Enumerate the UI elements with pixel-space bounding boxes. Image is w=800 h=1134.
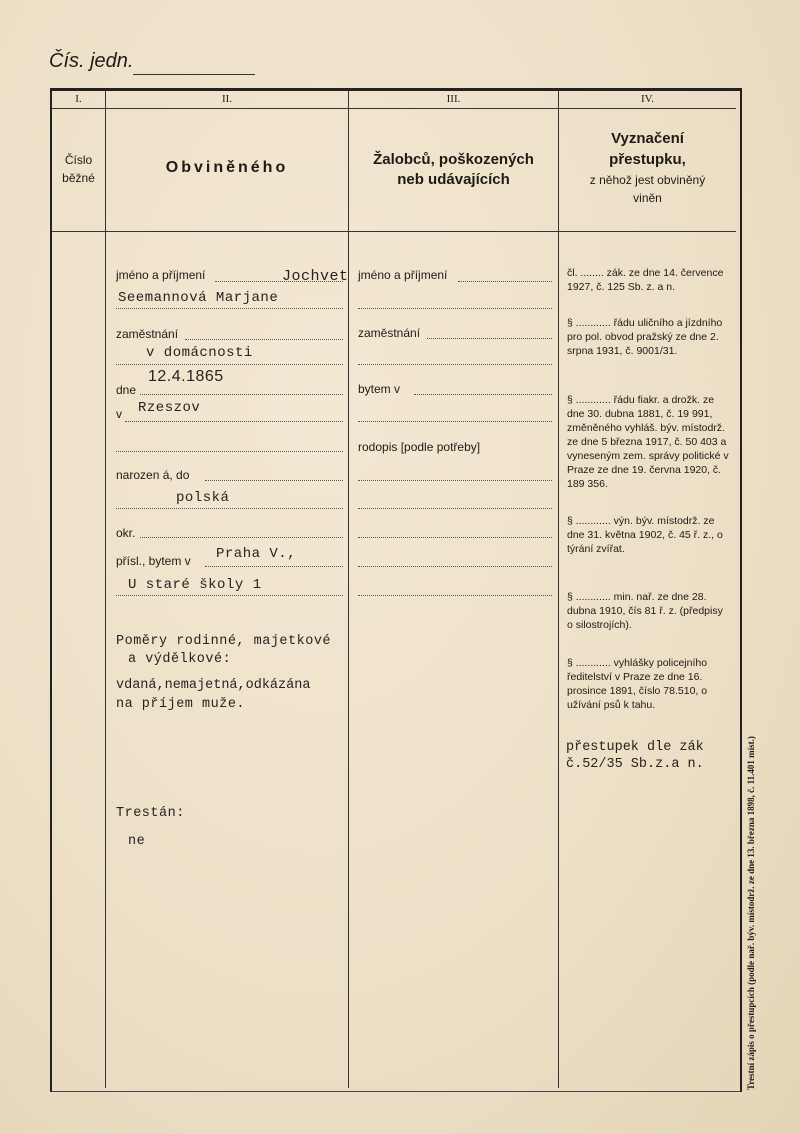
law-entry-2: § ............ řádu uličního a jízdního pro pol. obvod pražský ze dne 2. srpna 1931, č. 9001/31. xyxy=(567,317,723,357)
roman-row-line xyxy=(52,108,736,109)
roman-1: I. xyxy=(75,93,82,105)
side-note: Trestní zápis o přestupcích (podle nař. býv. místodrž. ze dne 13. března 1898, č. 11.401 míst.) xyxy=(746,736,756,1090)
header-row-line xyxy=(52,231,736,232)
accused-nationality: polská xyxy=(176,490,230,506)
dotted-line xyxy=(358,308,552,309)
accused-name-value1: Jochvet xyxy=(282,268,349,285)
dotted-line xyxy=(140,394,343,395)
accused-conditions-label2: a výdělkové: xyxy=(128,652,232,667)
dotted-line xyxy=(358,537,552,538)
law-entry-1: čl. ........ zák. ze dne 14. července 1927, č. 125 Sb. z. a n. xyxy=(567,267,724,293)
law-entry-5: § ............ min. nař. ze dne 28. dubna 1910, čís 81 ř. z. (předpisy o silostrojích). xyxy=(567,591,723,631)
col4-title: Vyznačení přestupku, z něhož jest obviněný viněn xyxy=(589,130,706,205)
accused-conditions-value1: vdaná,nemajetná,odkázána xyxy=(116,678,311,693)
dotted-line xyxy=(116,364,343,365)
accused-residence-street: U staré školy 1 xyxy=(128,577,262,593)
accused-name-value2: Seemannová Marjane xyxy=(118,290,279,306)
plaintiff-name-label: jméno a příjmení xyxy=(358,268,448,282)
col2-title: Obviněného xyxy=(165,159,289,176)
case-number-line xyxy=(133,74,255,75)
offense-line1: přestupek dle zák xyxy=(566,740,704,755)
column-divider-2 xyxy=(348,91,349,1088)
accused-punished-label: Trestán: xyxy=(116,806,185,821)
dotted-line xyxy=(185,339,343,340)
dotted-line xyxy=(116,508,343,509)
roman-2: II. xyxy=(221,93,233,105)
dotted-line xyxy=(414,394,552,395)
accused-residence-city: Praha V., xyxy=(216,546,297,562)
dotted-line xyxy=(358,480,552,481)
dotted-line xyxy=(458,281,552,282)
accused-birth-place: Rzeszov xyxy=(138,400,201,416)
plaintiff-descent-label: rodopis [podle potřeby] xyxy=(358,440,481,454)
dotted-line xyxy=(116,308,343,309)
accused-conditions-value2: na příjem muže. xyxy=(116,697,246,712)
column-divider-3 xyxy=(558,91,559,1088)
accused-born-label: narozen á, do xyxy=(116,468,190,482)
plaintiff-job-label: zaměstnání xyxy=(358,326,421,340)
col3-title: Žalobců, poškozených neb udávajících xyxy=(373,151,534,188)
accused-residence-label: přísl., bytem v xyxy=(116,554,191,568)
roman-4: IV. xyxy=(641,93,654,105)
dotted-line xyxy=(358,421,552,422)
accused-punished-value: ne xyxy=(128,834,146,849)
dotted-line xyxy=(116,595,343,596)
law-entry-4: § ............ výn. býv. místodrž. ze dne 31. května 1902, č. 45 ř. z., o týrání zvířat. xyxy=(567,515,723,555)
accused-job-label: zaměstnání xyxy=(116,327,179,341)
dotted-line xyxy=(140,537,343,538)
dotted-line xyxy=(358,508,552,509)
dotted-line xyxy=(427,338,552,339)
dotted-line xyxy=(358,566,552,567)
accused-birth-date: 12.4.1865 xyxy=(148,368,224,385)
dotted-line xyxy=(205,566,343,567)
dotted-line xyxy=(358,364,552,365)
dotted-line xyxy=(205,480,343,481)
accused-day-label: dne xyxy=(116,383,137,397)
accused-name-label: jméno a příjmení xyxy=(116,268,206,282)
accused-conditions-label1: Poměry rodinné, majetkové xyxy=(116,634,332,649)
accused-job-value: v domácnosti xyxy=(146,345,253,361)
dotted-line xyxy=(125,421,343,422)
offense-line2: č.52/35 Sb.z.a n. xyxy=(566,757,704,772)
accused-district-label: okr. xyxy=(116,526,136,540)
roman-3: III. xyxy=(446,93,461,105)
plaintiff-residence-label: bytem v xyxy=(358,382,401,396)
law-entry-3: § ............ řádu fiakr. a drožk. ze dne 30. dubna 1881, č. 19 991, změněného vyhláš. býv. místodrž. ze dne 5 března 1917, č. 50 403 a vyneseným zem. správy politické v Praze ze dne 19. června 1920, č. 189 356. xyxy=(567,394,729,490)
column-divider-1 xyxy=(105,91,106,1088)
case-number-label: Čís. jedn. xyxy=(49,50,134,72)
dotted-line xyxy=(358,595,552,596)
accused-place-prefix: v xyxy=(116,407,122,421)
dotted-line xyxy=(116,451,343,452)
law-entry-6: § ............ vyhlášky policejního ředitelství v Praze ze dne 16. prosince 1891, číslo 78.510, o užívání psů k tahu. xyxy=(567,657,708,711)
col1-title: Číslo běžné xyxy=(62,153,95,185)
